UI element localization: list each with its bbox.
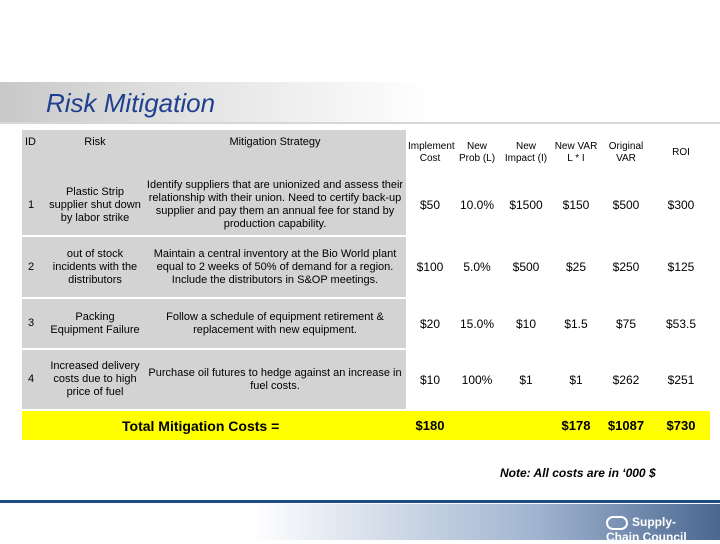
cell-new-impact: $1 (519, 372, 533, 387)
total-new-prob-empty (454, 410, 500, 441)
header-roi: ROI (652, 130, 710, 175)
total-row (22, 410, 710, 441)
header-risk: Risk (46, 130, 144, 175)
cell-new-var: $150 (562, 198, 590, 212)
cell-strategy: Purchase oil futures to hedge against an increase in fuel costs. (144, 349, 406, 410)
cell-new-prob: 5.0% (463, 260, 491, 274)
header-original-var: Original VAR (600, 130, 652, 175)
cell-roi: $251 (667, 372, 695, 387)
total-implement-cost: $180 (406, 410, 454, 441)
cell-new-prob: 10.0% (459, 198, 495, 212)
cell-risk: out of stock incidents with the distributors (46, 236, 144, 298)
risk-mitigation-table (22, 130, 710, 442)
cell-strategy: Maintain a central inventory at the Bio World plant equal to 2 weeks of 50% of demand for a region. Include the distributors in S&OP meetings. (144, 236, 406, 298)
cell-roi: $300 (667, 198, 695, 212)
cell-original-var: $75 (615, 316, 637, 331)
table-row (22, 236, 710, 298)
cell-new-impact: $1500 (509, 198, 543, 212)
cell-roi: $125 (667, 260, 695, 274)
cell-risk: Plastic Strip supplier shut down by labor strike (46, 175, 144, 236)
supply-chain-council-logo (606, 515, 706, 544)
cell-new-impact: $10 (515, 316, 537, 331)
cell-new-var: $1.5 (564, 316, 588, 331)
cell-id: 1 (22, 175, 46, 236)
cell-strategy: Follow a schedule of equipment retirement & replacement with new equipment. (144, 298, 406, 349)
cell-new-prob: 15.0% (459, 316, 495, 331)
cell-new-prob: 100% (461, 372, 493, 387)
total-label: Total Mitigation Costs = (22, 410, 406, 441)
header-id: ID (22, 130, 46, 175)
header-new-var: New VAR L * I (552, 130, 600, 175)
cell-implement-cost: $100 (416, 260, 444, 274)
cell-id: 3 (22, 298, 46, 349)
table-row (22, 349, 710, 410)
cell-original-var: $250 (612, 260, 640, 274)
table-row (22, 298, 710, 349)
cell-original-var: $500 (612, 198, 640, 212)
total-roi: $730 (652, 410, 710, 441)
cell-original-var: $262 (612, 372, 640, 387)
logo-mark-icon (606, 516, 628, 530)
cell-new-impact: $500 (512, 260, 540, 274)
cell-implement-cost: $50 (419, 198, 441, 212)
cell-risk: Increased delivery costs due to high price of fuel (46, 349, 144, 410)
header-new-prob: New Prob (L) (454, 130, 500, 175)
cell-strategy: Identify suppliers that are unionized and assess their relationship with their union. Need to certify back-up supplier and pay them an annual fee for stand by production capability. (144, 175, 406, 236)
table-header-row (22, 130, 710, 175)
header-strategy: Mitigation Strategy (144, 130, 406, 175)
cell-risk: Packing Equipment Failure (46, 298, 144, 349)
header-new-impact: New Impact (I) (500, 130, 552, 175)
total-new-var: $178 (552, 410, 600, 441)
total-new-impact-empty (500, 410, 552, 441)
cell-roi: $53.5 (665, 316, 697, 331)
cost-units-note: Note: All costs are in ‘000 $ (500, 466, 656, 480)
cell-id: 4 (22, 349, 46, 410)
slide-title: Risk Mitigation (46, 88, 216, 118)
cell-implement-cost: $20 (419, 316, 441, 331)
table-row (22, 175, 710, 236)
logo-text: Supply-Chain Council (606, 515, 687, 544)
cell-new-var: $25 (565, 260, 587, 274)
total-original-var: $1087 (600, 410, 652, 441)
footer-divider (0, 500, 720, 503)
cell-implement-cost: $10 (419, 372, 441, 387)
cell-id: 2 (22, 236, 46, 298)
title-divider (0, 122, 720, 124)
cell-new-var: $1 (569, 372, 583, 387)
header-implement-cost: Implement Cost (406, 130, 454, 175)
